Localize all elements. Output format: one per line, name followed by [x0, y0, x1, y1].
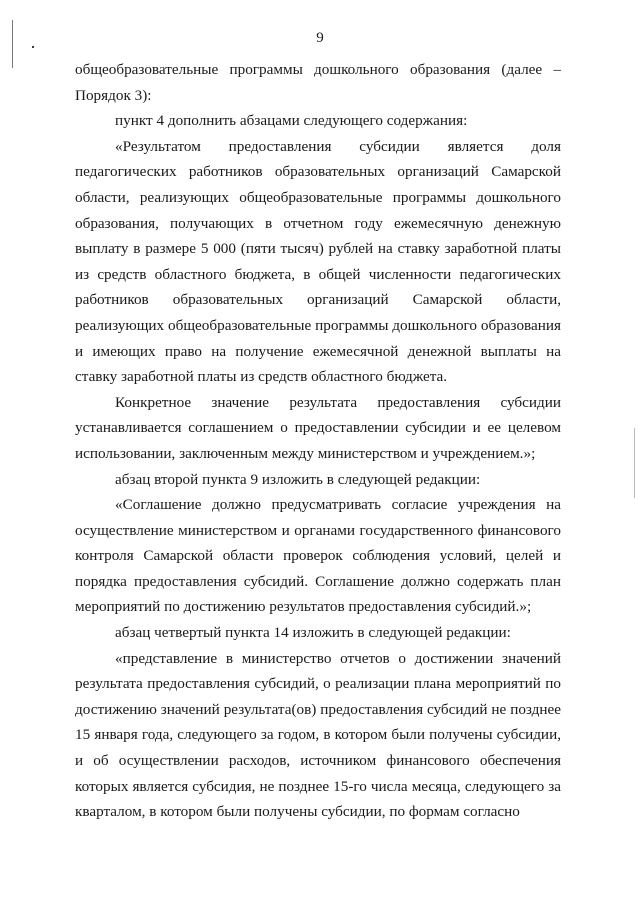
paragraph-instruction: пункт 4 дополнить абзацами следующего содержания:: [115, 112, 468, 130]
paragraph-quote: «представление в министерство отчетов о достижении значений результата предоставления субсидий, о реализации плана мероприятий по достижению значений результата(ов) предоставления субсидий не позднее 15 января года, следующего за годом, в котором были получены субсидии, и об осуществлении расходов, источником финансового обеспечения которых является субсидия, не позднее 15-го числа месяца, следующего за кварталом, в котором были получены субсидии, по формам согласно: [75, 649, 561, 821]
document-body: [75, 57, 561, 825]
paragraph-quote: «Соглашение должно предусматривать согласие учреждения на осуществление министерством и органами государственного финансового контроля Самарской области проверок соблюдения условий, целей и порядка предоставления субсидий. Соглашение должно содержать план мероприятий по достижению результатов предоставления субсидий.»;: [75, 496, 561, 616]
paragraph-quote: Конкретное значение результата предоставления субсидии устанавливается соглашением о предоставлении субсидии и ее целевом использовании, заключенным между министерством и учреждением.»;: [75, 393, 561, 462]
paragraph-instruction: абзац второй пункта 9 изложить в следующей редакции:: [115, 470, 481, 488]
paragraph-continuation: общеобразовательные программы дошкольного образования (далее – Порядок 3):: [75, 61, 561, 104]
paragraph-quote: «Результатом предоставления субсидии является доля педагогических работников образовательных организаций Самарской области, реализующих общеобразовательные программы дошкольного образования, получающих в отчетном году ежемесячную денежную выплату в размере 5 000 (пяти тысяч) рублей на ставку заработной платы из средств областного бюджета, в общей численности педагогических работников образовательных организаций Самарской области, реализующих общеобразовательные программы дошкольного образования и имеющих право на получение ежемесячной денежной выплаты на ставку заработной платы из средств областного бюджета.: [75, 137, 561, 386]
page-number: 9: [316, 30, 324, 46]
paragraph-instruction: абзац четвертый пункта 14 изложить в следующей редакции:: [115, 624, 511, 642]
scan-edge-line: [634, 428, 635, 498]
